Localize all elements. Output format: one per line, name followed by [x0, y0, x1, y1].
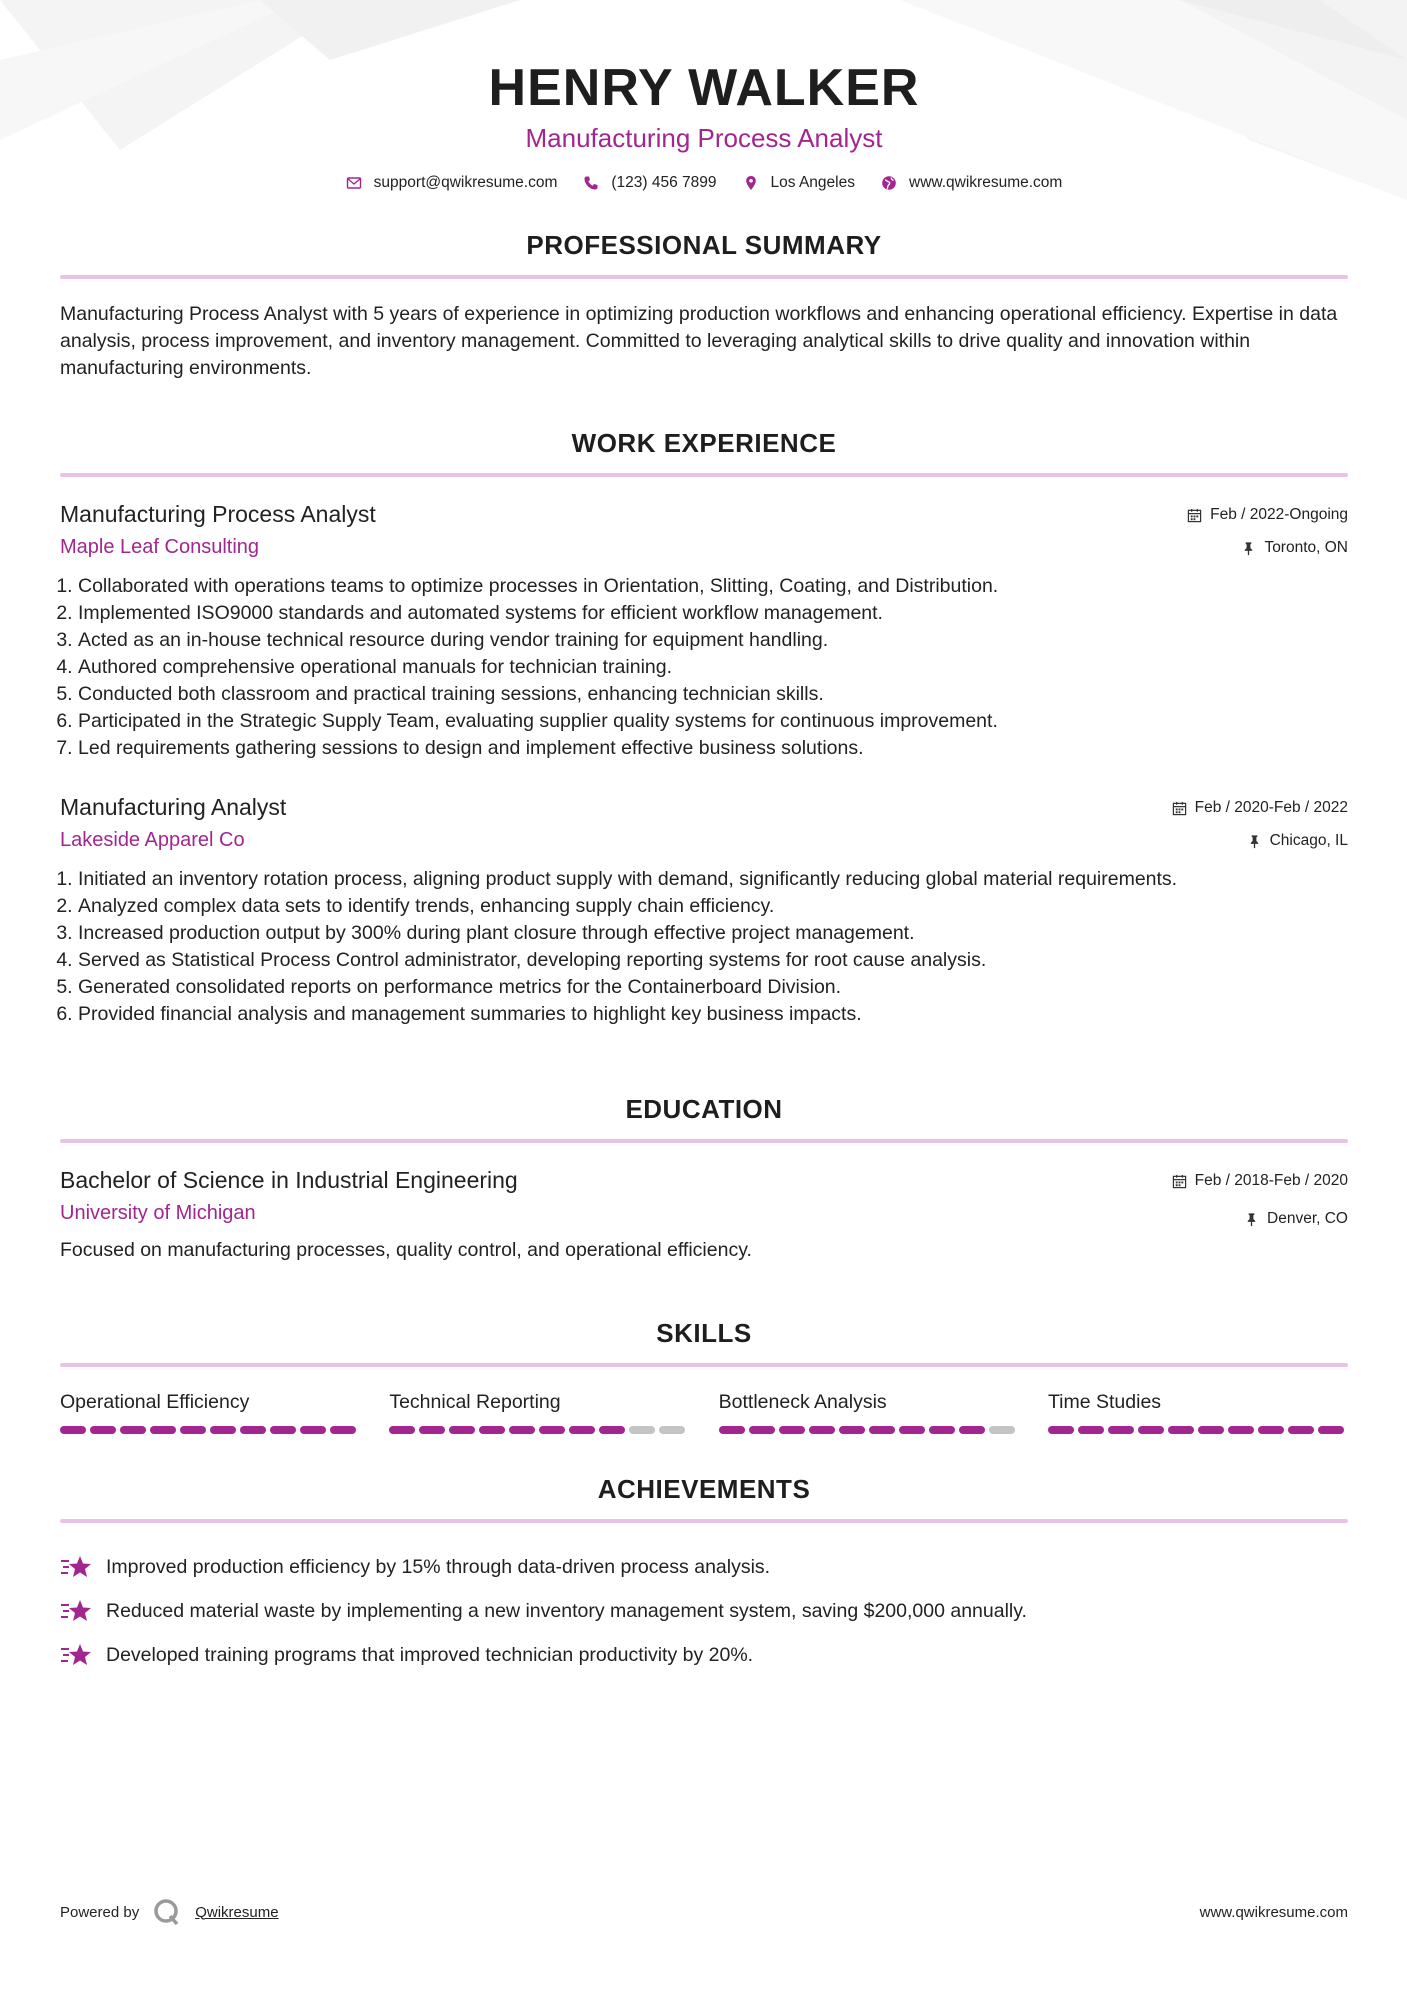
skill-segment-filled [1198, 1426, 1224, 1434]
section-divider [60, 275, 1348, 279]
list-item: 5. Conducted both classroom and practical training sessions, enhancing technician skills. [78, 681, 1348, 708]
contact-bar [60, 174, 1348, 192]
education-entry [60, 1167, 1348, 1262]
section-divider [60, 1139, 1348, 1143]
list-item: 3. Acted as an in-house technical resource during vendor training for equipment handling. [78, 627, 1348, 654]
job-role: Manufacturing Analyst [60, 794, 287, 820]
section-divider [60, 1519, 1348, 1523]
skill-segment-filled [839, 1426, 865, 1434]
skill-segment-filled [419, 1426, 445, 1434]
pushpin-icon [1247, 834, 1262, 849]
skill-item [719, 1391, 1019, 1434]
summary-section [60, 230, 1348, 382]
skill-segment-filled [539, 1426, 565, 1434]
candidate-name: HENRY WALKER [488, 59, 920, 117]
skill-segment-filled [749, 1426, 775, 1434]
skill-segment-filled [1258, 1426, 1284, 1434]
achievements-section [60, 1474, 1348, 1677]
job-bullets [60, 573, 1348, 762]
skill-segment-filled [899, 1426, 925, 1434]
candidate-title: Manufacturing Process Analyst [525, 123, 883, 153]
education-location: Denver, CO [1267, 1210, 1348, 1227]
education-description: Focused on manufacturing processes, quality control, and operational efficiency. [60, 1239, 752, 1261]
skill-segment-filled [719, 1426, 745, 1434]
shooting-star-icon [60, 1641, 92, 1669]
job-company: Lakeside Apparel Co [60, 829, 245, 851]
job-role: Manufacturing Process Analyst [60, 501, 376, 527]
calendar-icon [1172, 801, 1187, 816]
pushpin-icon [1241, 541, 1256, 556]
skill-name: Time Studies [1047, 1391, 1162, 1413]
skill-segment-filled [929, 1426, 955, 1434]
contact-email[interactable] [346, 174, 558, 192]
skill-item [60, 1391, 360, 1434]
footer-website[interactable]: www.qwikresume.com [1199, 1903, 1348, 1921]
achievement-item [60, 1589, 1348, 1633]
contact-email-text: support@qwikresume.com [373, 174, 558, 191]
contact-website[interactable] [881, 174, 1062, 192]
pushpin-icon [1244, 1212, 1259, 1227]
list-item: 1. Initiated an inventory rotation process, aligning product supply with demand, significantly reducing global material requirements. [78, 866, 1348, 893]
shooting-star-icon [60, 1597, 92, 1625]
experience-heading: WORK EXPERIENCE [571, 428, 837, 458]
skill-segment-filled [120, 1426, 146, 1434]
achievement-text: Improved production efficiency by 15% through data-driven process analysis. [106, 1555, 771, 1578]
school: University of Michigan [60, 1202, 256, 1224]
skills-heading: SKILLS [656, 1318, 752, 1348]
page-footer [60, 1898, 1348, 1926]
summary-heading: PROFESSIONAL SUMMARY [526, 230, 882, 260]
list-item: 1. Collaborated with operations teams to optimize processes in Orientation, Slitting, Coating, and Distribution. [78, 573, 1348, 600]
skill-name: Technical Reporting [389, 1391, 561, 1413]
education-section [60, 1094, 1348, 1262]
skill-segment-filled [330, 1426, 356, 1434]
skill-item [1048, 1391, 1348, 1434]
achievement-item [60, 1633, 1348, 1677]
map-pin-icon [743, 175, 759, 191]
job-dates: Feb / 2020-Feb / 2022 [1194, 799, 1348, 816]
job-entry [60, 794, 1348, 1028]
resume-header [60, 0, 1348, 192]
skill-segment-filled [1288, 1426, 1314, 1434]
skill-segment-filled [240, 1426, 266, 1434]
skill-level-bar [60, 1426, 360, 1434]
skill-segment-filled [869, 1426, 895, 1434]
contact-phone-text: (123) 456 7899 [611, 174, 717, 191]
achievements-list [60, 1545, 1348, 1677]
contact-website-text: www.qwikresume.com [909, 174, 1063, 191]
achievements-heading: ACHIEVEMENTS [597, 1474, 811, 1504]
calendar-icon [1187, 508, 1202, 523]
skill-segment-filled [779, 1426, 805, 1434]
achievement-text: Reduced material waste by implementing a new inventory management system, saving $200,000 annually. [106, 1599, 1027, 1622]
education-heading: EDUCATION [625, 1094, 783, 1124]
skill-segment-filled [569, 1426, 595, 1434]
skill-segment-filled [809, 1426, 835, 1434]
skills-list [60, 1391, 1348, 1434]
education-dates: Feb / 2018-Feb / 2020 [1194, 1172, 1348, 1189]
contact-location [743, 174, 855, 192]
skill-segment-filled [449, 1426, 475, 1434]
achievement-text: Developed training programs that improved technician productivity by 20%. [106, 1643, 754, 1666]
job-company: Maple Leaf Consulting [60, 536, 260, 558]
globe-icon [881, 175, 897, 191]
phone-icon [583, 175, 599, 191]
list-item: 7. Led requirements gathering sessions to design and implement effective business solutions. [78, 735, 1348, 762]
powered-by-label: Powered by [60, 1903, 140, 1921]
skill-segment-filled [90, 1426, 116, 1434]
section-divider [60, 473, 1348, 477]
skill-segment-filled [1108, 1426, 1134, 1434]
contact-location-text: Los Angeles [770, 174, 855, 191]
skill-segment-filled [509, 1426, 535, 1434]
skill-segment-filled [479, 1426, 505, 1434]
list-item: 2. Implemented ISO9000 standards and automated systems for efficient workflow management. [78, 600, 1348, 627]
job-bullets [60, 866, 1348, 1028]
skill-segment-filled [60, 1426, 86, 1434]
list-item: 2. Analyzed complex data sets to identify trends, enhancing supply chain efficiency. [78, 893, 1348, 920]
list-item: 3. Increased production output by 300% during plant closure through effective project management. [78, 920, 1348, 947]
degree: Bachelor of Science in Industrial Engineering [60, 1167, 518, 1193]
skill-segment-filled [1078, 1426, 1104, 1434]
skill-segment-empty [659, 1426, 685, 1434]
calendar-icon [1172, 1174, 1187, 1189]
skill-segment-filled [300, 1426, 326, 1434]
skill-segment-filled [150, 1426, 176, 1434]
brand-link[interactable]: Qwikresume [195, 1903, 279, 1921]
resume-page [60, 0, 1348, 1677]
skill-segment-filled [180, 1426, 206, 1434]
skill-item [389, 1391, 689, 1434]
envelope-icon [346, 175, 362, 191]
skill-name: Bottleneck Analysis [718, 1391, 887, 1413]
skill-segment-filled [1318, 1426, 1344, 1434]
summary-text: Manufacturing Process Analyst with 5 years of experience in optimizing production workflows and enhancing operational efficiency. Expertise in data analysis, process improvement, and inventory management. Committed to leveraging analytical skills to drive quality and innovation within manufacturing environments. [60, 303, 1338, 379]
skill-level-bar [1048, 1426, 1348, 1434]
powered-by [60, 1898, 279, 1926]
list-item: 5. Generated consolidated reports on performance metrics for the Containerboard Division. [78, 974, 1348, 1001]
list-item: 4. Served as Statistical Process Control administrator, developing reporting systems for root cause analysis. [78, 947, 1348, 974]
experience-section [60, 428, 1348, 1028]
skill-name: Operational Efficiency [60, 1391, 250, 1413]
achievement-item [60, 1545, 1348, 1589]
skill-level-bar [719, 1426, 1019, 1434]
job-entry [60, 501, 1348, 762]
job-location: Toronto, ON [1264, 539, 1348, 556]
skill-segment-filled [1048, 1426, 1074, 1434]
skill-segment-filled [270, 1426, 296, 1434]
section-divider [60, 1363, 1348, 1367]
qwikresume-logo-icon [153, 1898, 181, 1926]
skill-segment-filled [959, 1426, 985, 1434]
list-item: 4. Authored comprehensive operational manuals for technician training. [78, 654, 1348, 681]
list-item: 6. Provided financial analysis and management summaries to highlight key business impacts. [78, 1001, 1348, 1028]
skill-segment-filled [210, 1426, 236, 1434]
job-dates: Feb / 2022-Ongoing [1210, 506, 1348, 523]
skill-segment-filled [389, 1426, 415, 1434]
skill-segment-filled [1138, 1426, 1164, 1434]
skills-section [60, 1318, 1348, 1434]
list-item: 6. Participated in the Strategic Supply Team, evaluating supplier quality systems for continuous improvement. [78, 708, 1348, 735]
job-location: Chicago, IL [1269, 832, 1348, 849]
skill-segment-empty [989, 1426, 1015, 1434]
skill-segment-filled [1228, 1426, 1254, 1434]
shooting-star-icon [60, 1553, 92, 1581]
contact-phone[interactable] [583, 174, 716, 192]
skill-segment-filled [599, 1426, 625, 1434]
skill-level-bar [389, 1426, 689, 1434]
skill-segment-empty [629, 1426, 655, 1434]
skill-segment-filled [1168, 1426, 1194, 1434]
